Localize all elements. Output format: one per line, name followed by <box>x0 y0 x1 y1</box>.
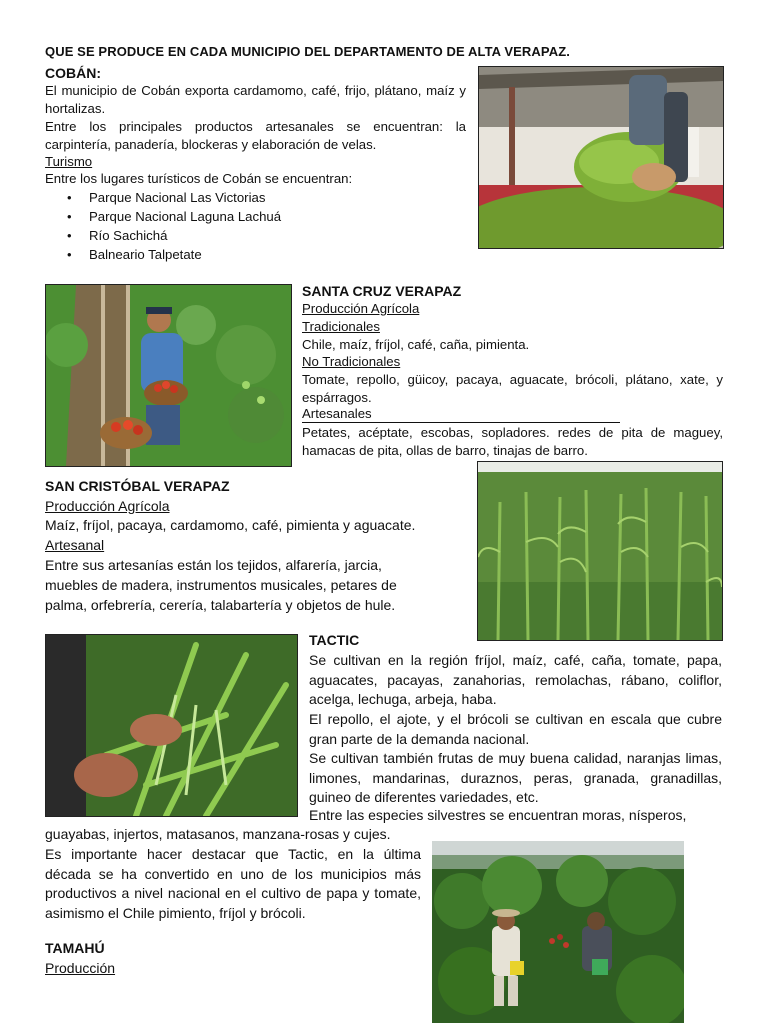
tactic-frutas-text: Se cultivan también frutas de muy buena calidad, naranjas limas, limones, mandarinas, duraznos, peras, granada, granadillas, guineo de diferentes variedades, etc. <box>309 750 722 805</box>
santa-cruz-tradicionales-label: Tradicionales <box>302 319 380 334</box>
list-item: • Río Sachichá <box>45 226 445 245</box>
coban-turismo-label: Turismo <box>45 154 93 169</box>
santa-cruz-produccion-label: Producción Agrícola <box>302 301 420 316</box>
coffee-harvest-photo <box>432 841 684 1023</box>
coban-places-list <box>45 188 445 264</box>
tactic-heading: TACTIC <box>309 632 360 648</box>
tomato-farmer-photo <box>45 284 292 467</box>
tactic-crops-text: Se cultivan en la región fríjol, maíz, café, caña, tomate, papa, aguacates, pacayas, zanahorias, remolachas, rábano, coliflor, acelga, lechuga, arbeja, haba. <box>309 652 722 707</box>
san-cristobal-produccion-label: Producción Agrícola <box>45 498 170 514</box>
coban-artisan-text: Entre los principales productos artesanales se encuentran: la carpintería, panadería, blockeras y elaboración de velas. <box>45 119 466 152</box>
list-item: • Balneario Talpetate <box>45 245 445 264</box>
list-item: • Parque Nacional Las Victorias <box>45 188 445 207</box>
santa-cruz-tradicionales-text: Chile, maíz, fríjol, café, caña, pimienta. <box>302 337 530 352</box>
san-cristobal-heading: SAN CRISTÓBAL VERAPAZ <box>45 478 230 494</box>
coban-heading: COBÁN: <box>45 65 101 81</box>
corn-field-photo <box>477 461 723 641</box>
tamahu-produccion-label: Producción <box>45 960 116 976</box>
san-cristobal-artesanal-text: Entre sus artesanías están los tejidos, alfarería, jarcia, muebles de madera, instrumentos musicales, petares de palma, orfebrería, cerería, talabartería y objetos de hule. <box>45 557 397 613</box>
tactic-importante-text: Es importante hacer destacar que Tactic, en la última década se ha convertido en uno de los municipios más productivos a nivel nacional en el cultivo de papa y tomate, asimismo el Chile pimiento, fríjol y brócoli. <box>45 846 421 921</box>
san-cristobal-produccion-text: Maíz, fríjol, pacaya, cardamomo, café, pimienta y aguacate. <box>45 517 416 533</box>
coban-turismo-intro: Entre los lugares turísticos de Cobán se encuentran: <box>45 171 353 186</box>
santa-cruz-artesanales-label: Artesanales <box>302 405 620 423</box>
tactic-silvestres-text-cont: guayabas, injertos, matasanos, manzana-rosas y cujes. <box>45 826 391 842</box>
tamahu-heading: TAMAHÚ <box>45 940 105 956</box>
tactic-silvestres-text: Entre las especies silvestres se encuentran moras, nísperos, <box>309 807 687 823</box>
santa-cruz-heading: SANTA CRUZ VERAPAZ <box>302 283 462 299</box>
santa-cruz-no-tradicionales-text: Tomate, repollo, güicoy, pacaya, aguacate, brócoli, plátano, xate, y espárragos. <box>302 372 723 405</box>
tactic-plants-photo <box>45 634 298 817</box>
cardamom-photo <box>478 66 724 249</box>
san-cristobal-artesanal-label: Artesanal <box>45 537 105 553</box>
santa-cruz-no-tradicionales-label: No Tradicionales <box>302 354 401 369</box>
coban-exports-text: El municipio de Cobán exporta cardamomo, café, frijo, plátano, maíz y hortalizas. <box>45 83 466 116</box>
santa-cruz-artesanales-text: Petates, acéptate, escobas, sopladores. redes de pita de maguey, hamacas de pita, ollas de barro, tinajas de barro. <box>302 425 723 458</box>
tactic-repollo-text: El repollo, el ajote, y el brócoli se cultivan en escala que cubre gran parte de la demanda nacional. <box>309 711 722 747</box>
list-item: • Parque Nacional Laguna Lachuá <box>45 207 445 226</box>
page-title: QUE SE PRODUCE EN CADA MUNICIPIO DEL DEPARTAMENTO DE ALTA VERAPAZ. <box>45 44 570 59</box>
